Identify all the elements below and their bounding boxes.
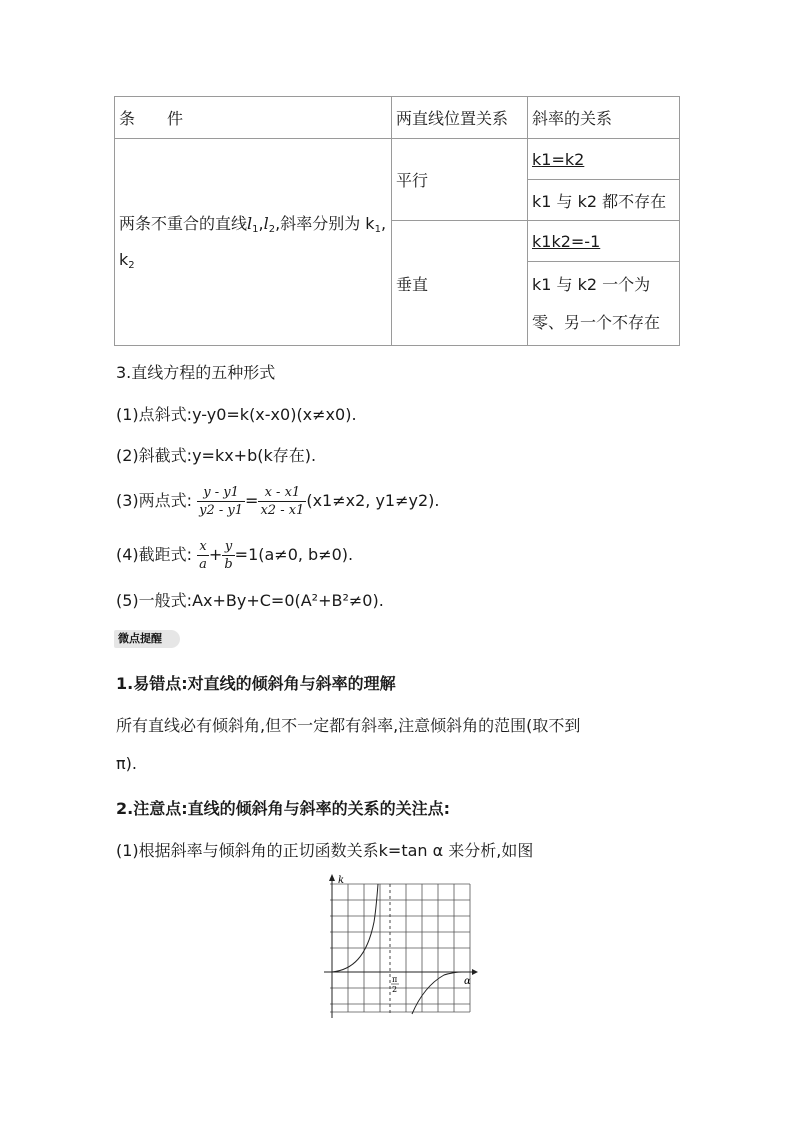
- two-point-fraction-y: $\frac{y - y1}{y2 - y1}$: [199, 485, 244, 518]
- parallel-rel2: k1 与 k2 都不存在: [528, 180, 680, 221]
- form-general: (5)一般式:Ax+By+C=0(A²+B²≠0).: [116, 591, 384, 610]
- parallel-label: 平行: [392, 139, 528, 221]
- tip1-body-1: 所有直线必有倾斜角,但不一定都有斜率,注意倾斜角的范围(取不到: [116, 716, 581, 735]
- perpendicular-rel1: k1k2=-1: [528, 221, 680, 262]
- two-point-fraction-x: $\frac{x - x1}{x2 - x1}$: [260, 485, 305, 518]
- tip1-body-2: π).: [116, 754, 137, 773]
- section-title: 3.直线方程的五种形式: [116, 363, 276, 382]
- form-intercept: (4)截距式: $\frac{x}{a}$ + $\frac{y}{b}$ =1(a≠0, b≠0).: [116, 539, 354, 572]
- tan-curve-right: [412, 972, 462, 1014]
- tan-curve-left: [332, 884, 378, 972]
- header-position: 两直线位置关系: [392, 97, 528, 139]
- tan-graph: [322, 872, 482, 1018]
- tip2-title: 2.注意点:直线的倾斜角与斜率的关系的关注点:: [116, 799, 451, 818]
- k-axis-arrow: [329, 874, 335, 881]
- pi-label: π: [392, 975, 398, 984]
- tip2-body: (1)根据斜率与倾斜角的正切函数关系k=tan α 来分析,如图: [116, 841, 534, 860]
- form-two-point: (3)两点式: $\frac{y - y1}{y2 - y1}$ = $\frac{x - x1}{x2 - x1}$ (x1≠x2, y1≠y2).: [116, 485, 440, 518]
- k-axis-label: k: [338, 875, 345, 886]
- tip1-title: 1.易错点:对直线的倾斜角与斜率的理解: [116, 674, 396, 693]
- condition-cell: 两条不重合的直线$l_1,l_2$,斜率分别为 $k_1$, $k_2$: [115, 139, 392, 346]
- two-label: 2: [392, 985, 398, 994]
- form-slope-intercept: (2)斜截式:y=kx+b(k存在).: [116, 446, 317, 465]
- graph-grid: [330, 884, 470, 1012]
- slope-relation-table: [114, 96, 680, 346]
- header-condition: 条 件: [115, 97, 392, 139]
- intercept-fraction-y: $\frac{y}{b}$: [224, 539, 233, 572]
- perpendicular-rel2: k1 与 k2 一个为零、另一个不存在: [528, 262, 680, 346]
- intercept-fraction-x: $\frac{x}{a}$: [199, 539, 207, 572]
- header-slope: 斜率的关系: [528, 97, 680, 139]
- perpendicular-label: 垂直: [392, 221, 528, 346]
- parallel-rel1: k1=k2: [528, 139, 680, 180]
- form-point-slope: (1)点斜式:y-y0=k(x-x0)(x≠x0).: [116, 405, 357, 424]
- tips-badge: 微点提醒: [114, 630, 180, 648]
- alpha-axis-label: α: [464, 976, 471, 987]
- alpha-axis-arrow: [472, 969, 478, 975]
